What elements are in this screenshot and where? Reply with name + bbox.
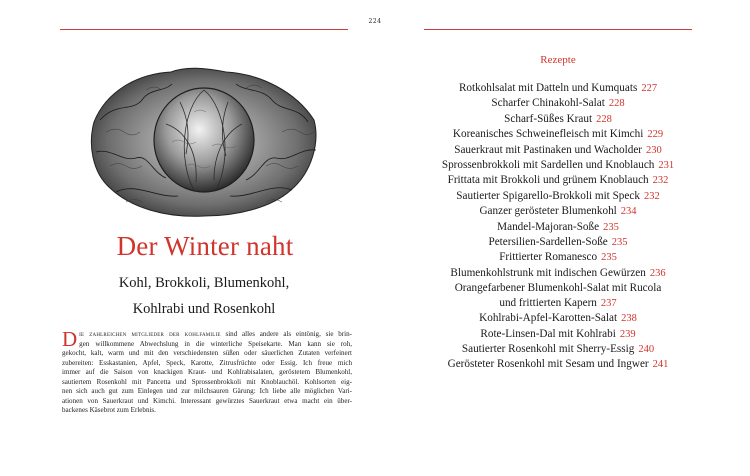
recipe-page-number: 240 xyxy=(638,343,655,355)
recipe-item[interactable] xyxy=(424,220,692,235)
recipes-heading: Rezepte xyxy=(540,54,576,66)
recipe-name: Frittata mit Brokkoli und grünem Knoblauch xyxy=(447,174,649,187)
recipe-page-number: 234 xyxy=(620,206,637,218)
subtitle-line: Kohl, Brokkoli, Blumenkohl, xyxy=(118,275,290,291)
intro-line: sautiertem Rosenkohl mit Pancetta und Sprossenbrokkoli mit Knoblauchöl. Kohlsorten eig- xyxy=(62,377,352,386)
left-header-rule xyxy=(60,29,348,30)
recipe-page-number: 232 xyxy=(643,190,660,202)
recipe-item[interactable] xyxy=(424,158,692,173)
recipe-list xyxy=(424,81,692,373)
recipe-page-number: 228 xyxy=(596,113,612,125)
recipe-page-number: 235 xyxy=(601,252,617,264)
recipe-item[interactable] xyxy=(424,235,692,250)
recipe-page-number: 241 xyxy=(652,359,669,371)
recipe-name: Mandel-Majoran-Soße xyxy=(497,220,600,233)
recipe-page-number: 235 xyxy=(611,237,628,249)
recipe-name: Ganzer gerösteter Blumenkohl xyxy=(479,205,617,218)
recipe-item[interactable] xyxy=(424,127,692,142)
recipe-name: Rote-Linsen-Dal mit Kohlrabi xyxy=(480,327,616,340)
intro-line-text: sind alles andere als eintönig, sie brin- xyxy=(225,330,352,338)
intro-small-caps: ie zahlreichen mitglieder der kohlfamilie xyxy=(79,330,221,338)
recipe-page-number: 238 xyxy=(621,313,637,325)
recipe-name: Scharf-Süßes Kraut xyxy=(504,112,593,125)
recipe-item[interactable] xyxy=(424,173,692,188)
recipe-page-number: 228 xyxy=(608,98,625,110)
recipe-item[interactable] xyxy=(424,143,692,158)
intro-line: gen willkommene Abwechslung in die winterliche Speisekarte. Man kann sie roh, xyxy=(79,339,352,348)
recipe-page-number: 231 xyxy=(658,160,675,172)
recipe-name: Sautierter Spigarello-Brokkoli mit Speck xyxy=(456,189,640,202)
recipe-item[interactable] xyxy=(424,112,692,127)
recipe-page-number: 237 xyxy=(600,297,617,309)
chapter-subtitle xyxy=(96,270,312,322)
recipe-name: Blumenkohlstrunk mit indischen Gewürzen xyxy=(450,266,646,279)
cabbage-illustration xyxy=(86,62,322,220)
drop-cap: D xyxy=(62,327,78,351)
recipe-item[interactable] xyxy=(424,266,692,281)
recipe-name: Frittierter Romanesco xyxy=(499,251,598,264)
recipe-name: Sautierter Rosenkohl mit Sherry-Essig xyxy=(461,342,635,355)
recipe-page-number: 227 xyxy=(641,83,658,94)
intro-line: immer auf die Saison von knackigen Kraut- und Kohlrabisalaten, geröstetem Blumenkohl, xyxy=(62,368,352,377)
recipe-name: Scharfer Chinakohl-Salat xyxy=(491,97,605,110)
right-header-rule xyxy=(424,29,692,30)
chapter-title: Der Winter naht xyxy=(116,231,294,261)
recipe-item[interactable] xyxy=(424,189,692,204)
recipe-name: Gerösteter Rosenkohl mit Sesam und Ingwer xyxy=(447,358,649,371)
recipe-page-number: 239 xyxy=(619,328,636,340)
intro-line: nen sich auch gut zum Einlegen und zur milchsauren Gärung: Ich liebe alle möglichen Vari- xyxy=(62,387,352,396)
recipe-name: Sauerkraut mit Pastinaken und Wacholder xyxy=(454,143,643,156)
recipe-page-number: 230 xyxy=(646,144,662,156)
recipe-name-continued: und frittierten Kapern xyxy=(499,296,597,309)
intro-line: gekocht, kalt, warm und mit den verschiedensten süßen oder säuerlichen Zutaten verfeinert xyxy=(62,349,352,358)
recipe-page-number: 235 xyxy=(603,221,619,233)
recipe-name: Kohlrabi-Apfel-Karotten-Salat xyxy=(479,312,618,325)
recipe-item[interactable] xyxy=(424,96,692,111)
intro-line: ationen von Sauerkraut und Kimchi. Interessant gewürztes Sauerkraut etwa macht ein über- xyxy=(62,396,352,405)
recipe-page-number: 232 xyxy=(652,175,669,187)
recipe-page-number: 236 xyxy=(649,267,666,279)
intro-line: backenes Käsebrot zum Erlebnis. xyxy=(62,406,156,415)
recipe-name: Koreanisches Schweinefleisch mit Kimchi xyxy=(452,128,644,141)
recipe-item[interactable] xyxy=(424,311,692,326)
recipe-name: Orangefarbener Blumenkohl-Salat mit Rucola xyxy=(454,282,662,295)
recipe-name: Petersilien-Sardellen-Soße xyxy=(488,236,608,249)
recipe-item[interactable] xyxy=(424,81,692,96)
subtitle-line: Kohlrabi und Rosenkohl xyxy=(132,301,276,317)
recipe-name: Sprossenbrokkoli mit Sardellen und Knoblauch xyxy=(441,159,655,172)
recipe-item[interactable] xyxy=(424,342,692,357)
page-number: 224 xyxy=(368,18,382,25)
intro-line: zubereiten: Esskastanien, Apfel, Speck, Karotte, Zitrusfrüchte oder Essig. Ich freue mich xyxy=(62,358,352,367)
recipe-item[interactable] xyxy=(424,327,692,342)
intro-paragraph xyxy=(62,327,352,416)
recipe-item[interactable] xyxy=(424,250,692,265)
recipe-item[interactable] xyxy=(424,357,692,372)
recipe-name: Rotkohlsalat mit Datteln und Kumquats xyxy=(458,82,638,94)
recipe-page-number: 229 xyxy=(647,129,664,141)
recipe-item[interactable] xyxy=(424,281,692,311)
recipe-item[interactable] xyxy=(424,204,692,219)
